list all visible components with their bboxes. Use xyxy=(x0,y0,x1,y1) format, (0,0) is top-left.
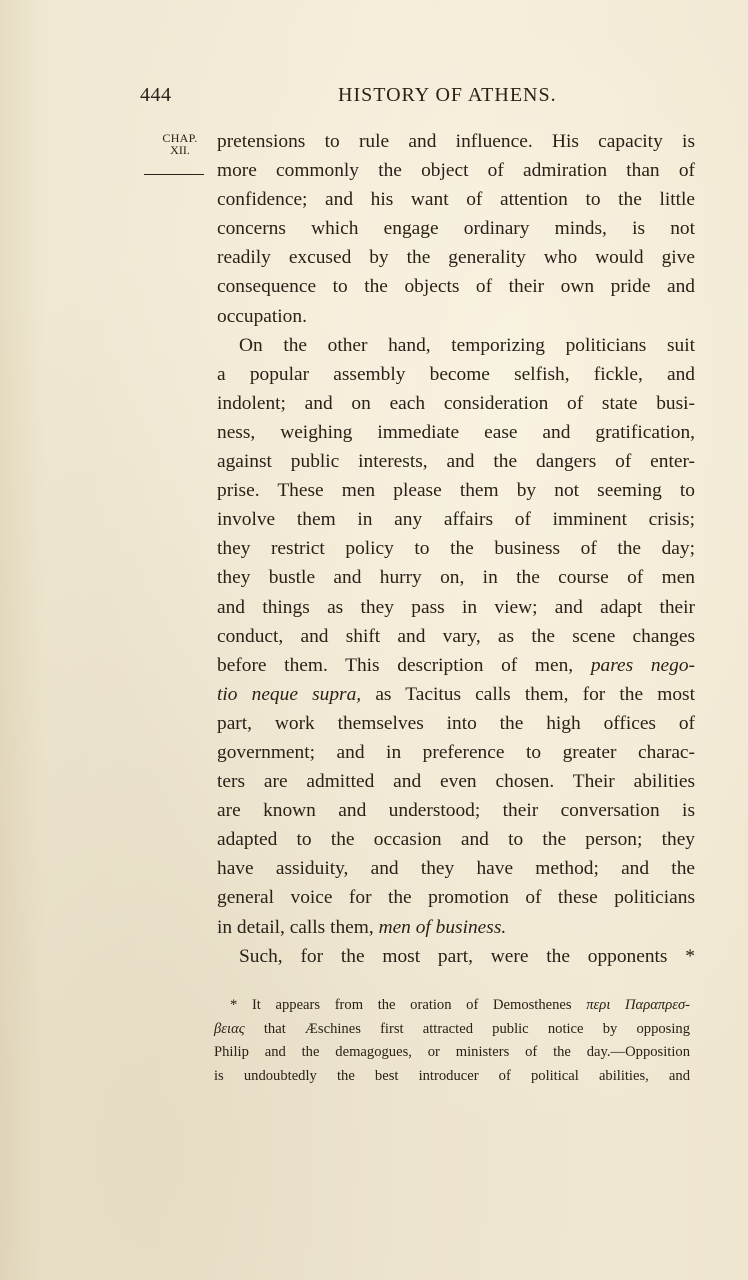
text-segment: in detail, calls them, xyxy=(217,916,374,938)
text-line: conduct, and shift and vary, as the scene changes xyxy=(217,625,695,647)
text-line: confidence; and his want of attention to the little xyxy=(217,189,695,211)
running-head xyxy=(140,84,590,114)
text-line: general voice for the promotion of these politicians xyxy=(217,887,695,909)
text-line: are known and understood; their conversation is xyxy=(217,800,695,822)
footnote-text: that Æschines first attracted public notice by opposing xyxy=(263,1020,691,1037)
chapter-label: CHAP. xyxy=(162,131,198,145)
text-line xyxy=(217,680,695,709)
text-line: On the other hand, temporizing politicians suit xyxy=(239,334,695,356)
text-line: readily excused by the generality who would give xyxy=(217,247,695,269)
text-line: they bustle and hurry on, in the course of men xyxy=(217,567,695,589)
greek-title: περι Παραπρεσ- xyxy=(586,997,691,1013)
footnote-text: * It appears from the oration of Demosthenes xyxy=(230,997,572,1013)
text-segment: as Tacitus calls them, for the most xyxy=(375,683,695,705)
footnote xyxy=(214,994,690,1088)
text-line: Such, for the most part, were the opponents * xyxy=(239,945,695,967)
footnote-line: Philip and the demagogues, or ministers of the day.—Opposition xyxy=(214,1044,690,1060)
text-line: government; and in preference to greater charac- xyxy=(217,741,695,763)
footnote-line xyxy=(214,1018,690,1042)
text-segment: before them. This description of men, xyxy=(217,654,574,676)
chapter-margin-note xyxy=(150,132,210,156)
footnote-line: is undoubtedly the best introducer of political abilities, and xyxy=(214,1067,690,1084)
text-line: concerns which engage ordinary minds, is not xyxy=(217,218,695,240)
italic-quote: pares nego- xyxy=(590,654,695,676)
text-line: adapted to the occasion and to the person; they xyxy=(217,829,695,851)
body-text xyxy=(217,127,695,971)
page-number: 444 xyxy=(140,84,172,106)
greek-title: βειας xyxy=(214,1020,245,1037)
text-line: involve them in any affairs of imminent crisis; xyxy=(217,509,695,531)
text-line xyxy=(217,913,695,942)
italic-phrase: men of business. xyxy=(378,916,507,938)
text-line: have assiduity, and they have method; and the xyxy=(217,858,695,880)
page-title: HISTORY OF ATHENS. xyxy=(338,84,557,106)
text-line: against public interests, and the dangers of enter- xyxy=(217,451,695,473)
text-line: ness, weighing immediate ease and gratification, xyxy=(217,421,695,443)
text-line: more commonly the object of admiration than of xyxy=(217,160,695,182)
text-line: and things as they pass in view; and adapt their xyxy=(217,596,695,618)
text-line xyxy=(217,651,695,680)
text-line: part, work themselves into the high offices of xyxy=(217,712,695,734)
chapter-rule xyxy=(144,174,204,175)
italic-quote: tio neque supra, xyxy=(217,683,362,705)
text-line: indolent; and on each consideration of state busi- xyxy=(217,392,695,414)
text-line: ters are admitted and even chosen. Their abilities xyxy=(217,771,695,793)
chapter-number: XII. xyxy=(170,143,190,157)
text-line: prise. These men please them by not seeming to xyxy=(217,480,695,502)
footnote-line xyxy=(214,994,690,1018)
text-line: they restrict policy to the business of the day; xyxy=(217,538,695,560)
text-line: consequence to the objects of their own pride and xyxy=(217,276,695,298)
text-line: pretensions to rule and influence. His capacity is xyxy=(217,131,695,152)
text-line: occupation. xyxy=(217,305,307,327)
text-line: a popular assembly become selfish, fickle, and xyxy=(217,363,695,385)
